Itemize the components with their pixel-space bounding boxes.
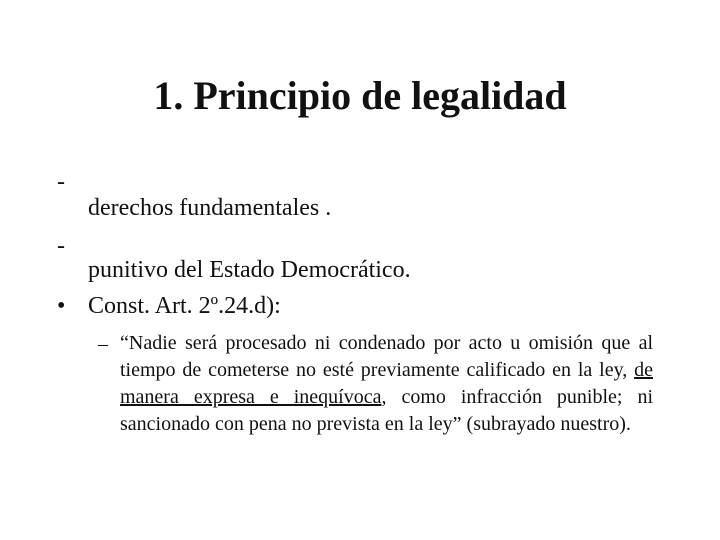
slide-title: 1. Principio de legalidad — [153, 73, 567, 118]
bullet-3-text: Const. Art. 2º.24.d): — [88, 293, 281, 319]
bullet-1-continuation: derechos fundamentales . — [88, 195, 332, 221]
quote-text-start: “Nadie será procesado ni condenado por acto u omisión que al tiempo de cometerse no esté previamente calificado en la ley, — [120, 332, 653, 381]
quote-underlined-phrase: de manera expresa e inequívoca — [120, 359, 653, 408]
constitution-quote — [120, 330, 653, 438]
bullet-1-marker: - — [57, 169, 65, 195]
bullet-2-marker: - — [57, 233, 65, 259]
quote-text-end: , como infracción punible; ni sancionado con pena no prevista en la ley” (subrayado nuestro). — [120, 386, 653, 435]
sub-bullet-marker: – — [98, 333, 108, 355]
bullet-2-continuation: punitivo del Estado Democrático. — [88, 257, 411, 283]
bullet-3-marker: • — [57, 293, 66, 319]
